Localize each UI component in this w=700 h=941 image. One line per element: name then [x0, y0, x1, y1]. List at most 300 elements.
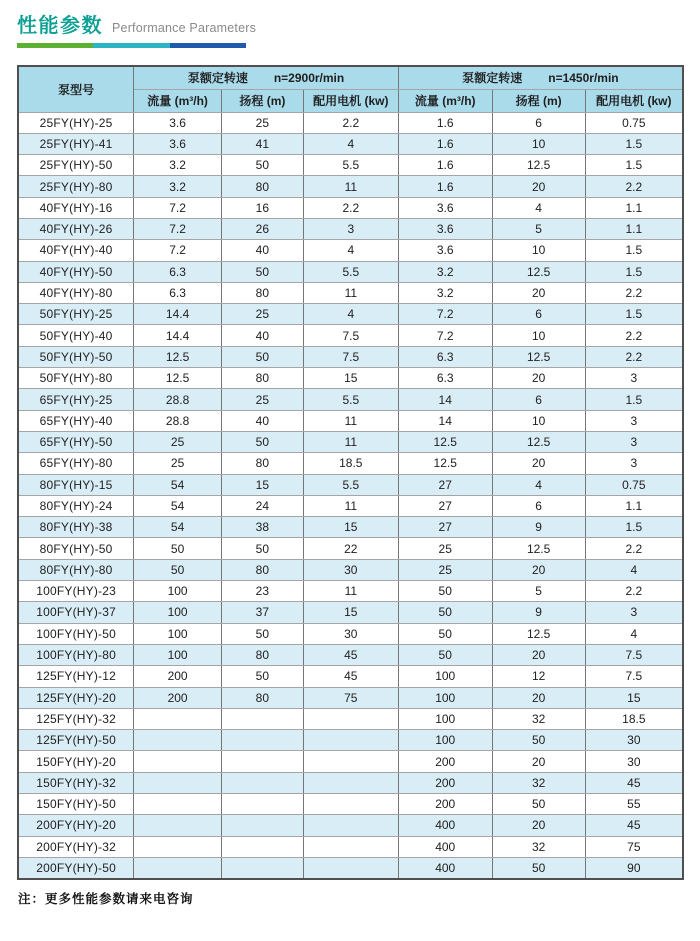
- value-cell: 4: [585, 623, 683, 644]
- value-cell: 11: [303, 495, 398, 516]
- table-row: [18, 559, 683, 580]
- table-row: [18, 836, 683, 857]
- performance-parameters-table: [17, 65, 684, 880]
- value-cell: 12.5: [492, 346, 585, 367]
- value-cell: 7.5: [585, 666, 683, 687]
- value-cell: 1.5: [585, 261, 683, 282]
- value-cell: 38: [221, 517, 303, 538]
- value-cell: 2.2: [303, 197, 398, 218]
- value-cell: 200: [134, 666, 222, 687]
- accent-bar-cyan-segment: [93, 43, 169, 48]
- value-cell: 80: [221, 453, 303, 474]
- value-cell: 32: [492, 772, 585, 793]
- value-cell: 55: [585, 794, 683, 815]
- value-cell: 20: [492, 687, 585, 708]
- value-cell: 3.2: [134, 155, 222, 176]
- pump-model-cell: 40FY(HY)-16: [18, 197, 134, 218]
- value-cell: 12.5: [492, 431, 585, 452]
- value-cell: 32: [492, 708, 585, 729]
- pump-model-cell: 200FY(HY)-50: [18, 857, 134, 878]
- pump-model-cell: 40FY(HY)-40: [18, 240, 134, 261]
- table-body: [18, 112, 683, 879]
- value-cell: 3.2: [398, 261, 492, 282]
- value-cell: [221, 772, 303, 793]
- page-title: 性能参数: [17, 15, 103, 37]
- value-cell: 80: [221, 559, 303, 580]
- value-cell: 20: [492, 453, 585, 474]
- table-row: [18, 474, 683, 495]
- value-cell: 40: [221, 240, 303, 261]
- value-cell: 7.5: [303, 325, 398, 346]
- pump-model-cell: 80FY(HY)-80: [18, 559, 134, 580]
- table-row: [18, 218, 683, 239]
- value-cell: 28.8: [134, 389, 222, 410]
- table-row: [18, 261, 683, 282]
- value-cell: 50: [492, 794, 585, 815]
- value-cell: 30: [585, 730, 683, 751]
- value-cell: 100: [134, 623, 222, 644]
- value-cell: 54: [134, 474, 222, 495]
- value-cell: 2.2: [585, 581, 683, 602]
- value-cell: 27: [398, 474, 492, 495]
- value-cell: 50: [134, 538, 222, 559]
- value-cell: 1.6: [398, 176, 492, 197]
- pump-model-cell: 150FY(HY)-20: [18, 751, 134, 772]
- value-cell: 50: [221, 155, 303, 176]
- table-row: [18, 155, 683, 176]
- page-header: [17, 14, 684, 48]
- pump-model-cell: 50FY(HY)-40: [18, 325, 134, 346]
- value-cell: [303, 836, 398, 857]
- value-cell: 23: [221, 581, 303, 602]
- value-cell: 5: [492, 218, 585, 239]
- value-cell: 11: [303, 431, 398, 452]
- value-cell: 7.2: [134, 197, 222, 218]
- value-cell: 7.5: [303, 346, 398, 367]
- table-row: [18, 176, 683, 197]
- value-cell: [303, 794, 398, 815]
- value-cell: 15: [303, 368, 398, 389]
- value-cell: 80: [221, 687, 303, 708]
- value-cell: 15: [303, 602, 398, 623]
- table-header: [18, 66, 683, 112]
- table-row: [18, 325, 683, 346]
- table-row: [18, 112, 683, 133]
- value-cell: 5: [492, 581, 585, 602]
- value-cell: 14.4: [134, 325, 222, 346]
- value-cell: [221, 857, 303, 878]
- value-cell: 20: [492, 368, 585, 389]
- value-cell: 4: [303, 304, 398, 325]
- value-cell: 12.5: [492, 538, 585, 559]
- value-cell: 14: [398, 389, 492, 410]
- value-cell: 20: [492, 559, 585, 580]
- value-cell: 6.3: [398, 346, 492, 367]
- value-cell: [221, 751, 303, 772]
- value-cell: 25: [398, 559, 492, 580]
- value-cell: 4: [492, 474, 585, 495]
- value-cell: 16: [221, 197, 303, 218]
- table-row: [18, 857, 683, 878]
- value-cell: [303, 751, 398, 772]
- value-cell: 30: [303, 623, 398, 644]
- pump-model-cell: 80FY(HY)-38: [18, 517, 134, 538]
- accent-bar: [17, 43, 246, 48]
- pump-model-cell: 80FY(HY)-50: [18, 538, 134, 559]
- page-subtitle: Performance Parameters: [112, 21, 257, 35]
- value-cell: 12: [492, 666, 585, 687]
- value-cell: [221, 815, 303, 836]
- value-cell: 100: [398, 666, 492, 687]
- value-cell: 2.2: [585, 325, 683, 346]
- value-cell: [134, 815, 222, 836]
- value-cell: 25: [221, 304, 303, 325]
- table-row: [18, 644, 683, 665]
- value-cell: 18.5: [303, 453, 398, 474]
- value-cell: 75: [303, 687, 398, 708]
- value-cell: 50: [492, 730, 585, 751]
- rated-speed-value-1450: n=1450r/min: [548, 71, 619, 86]
- pump-model-cell: 200FY(HY)-32: [18, 836, 134, 857]
- value-cell: [221, 836, 303, 857]
- value-cell: 12.5: [492, 155, 585, 176]
- value-cell: 12.5: [492, 623, 585, 644]
- value-cell: 12.5: [398, 453, 492, 474]
- value-cell: 54: [134, 517, 222, 538]
- value-cell: 80: [221, 176, 303, 197]
- value-cell: [134, 836, 222, 857]
- footer-note: 注：更多性能参数请来电咨询: [18, 891, 194, 906]
- value-cell: 20: [492, 176, 585, 197]
- value-cell: 50: [398, 623, 492, 644]
- value-cell: 25: [221, 112, 303, 133]
- value-cell: 9: [492, 602, 585, 623]
- value-cell: 12.5: [134, 368, 222, 389]
- pump-model-cell: 40FY(HY)-26: [18, 218, 134, 239]
- pump-model-cell: 80FY(HY)-24: [18, 495, 134, 516]
- value-cell: 6: [492, 304, 585, 325]
- column-header-head-1450: 扬程 (m): [492, 89, 585, 112]
- value-cell: 15: [585, 687, 683, 708]
- value-cell: 2.2: [585, 176, 683, 197]
- value-cell: 6.3: [134, 282, 222, 303]
- value-cell: 4: [492, 197, 585, 218]
- value-cell: 5.5: [303, 155, 398, 176]
- table-row: [18, 346, 683, 367]
- table-row: [18, 687, 683, 708]
- value-cell: 200: [134, 687, 222, 708]
- pump-model-cell: 200FY(HY)-20: [18, 815, 134, 836]
- value-cell: [221, 708, 303, 729]
- table-row: [18, 602, 683, 623]
- value-cell: 5.5: [303, 389, 398, 410]
- value-cell: 100: [398, 708, 492, 729]
- value-cell: 3: [303, 218, 398, 239]
- pump-model-cell: 50FY(HY)-80: [18, 368, 134, 389]
- value-cell: [134, 730, 222, 751]
- value-cell: 45: [585, 772, 683, 793]
- table-row: [18, 431, 683, 452]
- value-cell: 20: [492, 282, 585, 303]
- value-cell: 10: [492, 325, 585, 346]
- value-cell: 25: [134, 453, 222, 474]
- value-cell: 1.5: [585, 133, 683, 154]
- value-cell: 4: [585, 559, 683, 580]
- column-header-motor-1450: 配用电机 (kw): [585, 89, 683, 112]
- value-cell: 12.5: [134, 346, 222, 367]
- table-row: [18, 581, 683, 602]
- value-cell: 12.5: [398, 431, 492, 452]
- value-cell: 20: [492, 751, 585, 772]
- title-row: [17, 14, 684, 38]
- value-cell: 5.5: [303, 474, 398, 495]
- pump-model-cell: 65FY(HY)-40: [18, 410, 134, 431]
- value-cell: 10: [492, 133, 585, 154]
- value-cell: 25: [134, 431, 222, 452]
- table-row: [18, 240, 683, 261]
- value-cell: 3: [585, 453, 683, 474]
- value-cell: 3.6: [398, 240, 492, 261]
- value-cell: 50: [398, 644, 492, 665]
- group-header-row: [18, 66, 683, 89]
- value-cell: 200: [398, 794, 492, 815]
- value-cell: 50: [398, 581, 492, 602]
- value-cell: 3.2: [134, 176, 222, 197]
- value-cell: 6: [492, 495, 585, 516]
- value-cell: 6.3: [398, 368, 492, 389]
- value-cell: 12.5: [492, 261, 585, 282]
- value-cell: 50: [221, 431, 303, 452]
- column-header-pump-model: 泵型号: [18, 66, 134, 112]
- pump-model-cell: 40FY(HY)-50: [18, 261, 134, 282]
- pump-model-cell: 40FY(HY)-80: [18, 282, 134, 303]
- value-cell: 3: [585, 602, 683, 623]
- value-cell: 1.5: [585, 304, 683, 325]
- value-cell: 50: [134, 559, 222, 580]
- value-cell: [303, 772, 398, 793]
- value-cell: [303, 857, 398, 878]
- accent-bar-blue-segment: [170, 43, 246, 48]
- value-cell: 22: [303, 538, 398, 559]
- value-cell: 1.6: [398, 112, 492, 133]
- table-row: [18, 368, 683, 389]
- value-cell: 10: [492, 410, 585, 431]
- table-row: [18, 623, 683, 644]
- value-cell: 1.5: [585, 240, 683, 261]
- value-cell: 28.8: [134, 410, 222, 431]
- value-cell: 1.6: [398, 133, 492, 154]
- value-cell: 11: [303, 282, 398, 303]
- table-row: [18, 282, 683, 303]
- value-cell: 3: [585, 431, 683, 452]
- value-cell: [134, 751, 222, 772]
- value-cell: 1.1: [585, 197, 683, 218]
- pump-model-cell: 65FY(HY)-50: [18, 431, 134, 452]
- pump-model-cell: 65FY(HY)-25: [18, 389, 134, 410]
- value-cell: [221, 730, 303, 751]
- value-cell: 4: [303, 240, 398, 261]
- rated-speed-label-2900: 泵额定转速: [187, 71, 248, 86]
- pump-model-cell: 50FY(HY)-50: [18, 346, 134, 367]
- value-cell: 40: [221, 410, 303, 431]
- value-cell: 25: [398, 538, 492, 559]
- column-header-head-2900: 扬程 (m): [221, 89, 303, 112]
- pump-model-cell: 25FY(HY)-80: [18, 176, 134, 197]
- value-cell: 7.2: [134, 240, 222, 261]
- pump-model-cell: 80FY(HY)-15: [18, 474, 134, 495]
- value-cell: 50: [492, 857, 585, 878]
- accent-bar-green-segment: [17, 43, 93, 48]
- table-row: [18, 389, 683, 410]
- value-cell: 45: [585, 815, 683, 836]
- column-header-flow-1450: 流量 (m³/h): [398, 89, 492, 112]
- value-cell: [303, 708, 398, 729]
- value-cell: 3.6: [134, 112, 222, 133]
- value-cell: 400: [398, 815, 492, 836]
- pump-model-cell: 25FY(HY)-50: [18, 155, 134, 176]
- value-cell: 50: [221, 346, 303, 367]
- table-row: [18, 538, 683, 559]
- value-cell: 80: [221, 368, 303, 389]
- value-cell: 100: [134, 581, 222, 602]
- value-cell: 50: [398, 602, 492, 623]
- value-cell: 50: [221, 261, 303, 282]
- value-cell: 0.75: [585, 474, 683, 495]
- pump-model-cell: 100FY(HY)-23: [18, 581, 134, 602]
- value-cell: 32: [492, 836, 585, 857]
- value-cell: 4: [303, 133, 398, 154]
- value-cell: 11: [303, 581, 398, 602]
- value-cell: 50: [221, 666, 303, 687]
- pump-model-cell: 65FY(HY)-80: [18, 453, 134, 474]
- value-cell: 100: [134, 644, 222, 665]
- table-row: [18, 751, 683, 772]
- value-cell: 3: [585, 368, 683, 389]
- value-cell: 2.2: [585, 282, 683, 303]
- value-cell: 30: [303, 559, 398, 580]
- value-cell: 1.5: [585, 517, 683, 538]
- value-cell: 14: [398, 410, 492, 431]
- value-cell: [303, 815, 398, 836]
- pump-model-cell: 150FY(HY)-50: [18, 794, 134, 815]
- table-row: [18, 708, 683, 729]
- value-cell: 14.4: [134, 304, 222, 325]
- value-cell: 27: [398, 495, 492, 516]
- value-cell: 11: [303, 176, 398, 197]
- value-cell: [134, 857, 222, 878]
- value-cell: 3.2: [398, 282, 492, 303]
- table-row: [18, 794, 683, 815]
- table-row: [18, 133, 683, 154]
- value-cell: 80: [221, 644, 303, 665]
- value-cell: 6.3: [134, 261, 222, 282]
- value-cell: 3.6: [134, 133, 222, 154]
- pump-model-cell: 125FY(HY)-32: [18, 708, 134, 729]
- value-cell: 24: [221, 495, 303, 516]
- value-cell: 11: [303, 410, 398, 431]
- value-cell: 2.2: [585, 538, 683, 559]
- value-cell: 7.2: [398, 325, 492, 346]
- value-cell: 1.1: [585, 495, 683, 516]
- value-cell: [134, 772, 222, 793]
- value-cell: 26: [221, 218, 303, 239]
- value-cell: 3.6: [398, 218, 492, 239]
- value-cell: 25: [221, 389, 303, 410]
- value-cell: 9: [492, 517, 585, 538]
- value-cell: 200: [398, 772, 492, 793]
- pump-model-cell: 100FY(HY)-50: [18, 623, 134, 644]
- table-row: [18, 772, 683, 793]
- value-cell: 45: [303, 666, 398, 687]
- value-cell: 15: [221, 474, 303, 495]
- table-row: [18, 197, 683, 218]
- pump-model-cell: 25FY(HY)-41: [18, 133, 134, 154]
- value-cell: 200: [398, 751, 492, 772]
- column-header-flow-2900: 流量 (m³/h): [134, 89, 222, 112]
- pump-model-cell: 50FY(HY)-25: [18, 304, 134, 325]
- pump-model-cell: 150FY(HY)-32: [18, 772, 134, 793]
- value-cell: 100: [398, 730, 492, 751]
- value-cell: 54: [134, 495, 222, 516]
- table-row: [18, 453, 683, 474]
- value-cell: 18.5: [585, 708, 683, 729]
- value-cell: 5.5: [303, 261, 398, 282]
- rated-speed-label-1450: 泵额定转速: [462, 71, 523, 86]
- table-row: [18, 730, 683, 751]
- table-row: [18, 815, 683, 836]
- column-group-header-2900: [134, 66, 399, 89]
- value-cell: 1.1: [585, 218, 683, 239]
- value-cell: 3.6: [398, 197, 492, 218]
- pump-model-cell: 100FY(HY)-37: [18, 602, 134, 623]
- value-cell: 100: [134, 602, 222, 623]
- value-cell: 7.2: [134, 218, 222, 239]
- value-cell: 50: [221, 538, 303, 559]
- value-cell: 50: [221, 623, 303, 644]
- value-cell: 45: [303, 644, 398, 665]
- pump-model-cell: 25FY(HY)-25: [18, 112, 134, 133]
- column-group-header-1450: [398, 66, 683, 89]
- table-row: [18, 666, 683, 687]
- value-cell: 400: [398, 857, 492, 878]
- value-cell: 3: [585, 410, 683, 431]
- value-cell: [221, 794, 303, 815]
- value-cell: 7.2: [398, 304, 492, 325]
- value-cell: 400: [398, 836, 492, 857]
- value-cell: 100: [398, 687, 492, 708]
- value-cell: 2.2: [585, 346, 683, 367]
- pump-model-cell: 125FY(HY)-50: [18, 730, 134, 751]
- value-cell: 10: [492, 240, 585, 261]
- column-header-motor-2900: 配用电机 (kw): [303, 89, 398, 112]
- value-cell: 20: [492, 644, 585, 665]
- table-row: [18, 304, 683, 325]
- value-cell: 7.5: [585, 644, 683, 665]
- value-cell: 1.5: [585, 389, 683, 410]
- value-cell: 90: [585, 857, 683, 878]
- table-row: [18, 495, 683, 516]
- value-cell: 27: [398, 517, 492, 538]
- value-cell: 1.6: [398, 155, 492, 176]
- table-row: [18, 517, 683, 538]
- value-cell: 0.75: [585, 112, 683, 133]
- value-cell: [134, 794, 222, 815]
- value-cell: 75: [585, 836, 683, 857]
- value-cell: 6: [492, 389, 585, 410]
- value-cell: 41: [221, 133, 303, 154]
- value-cell: 37: [221, 602, 303, 623]
- value-cell: [134, 708, 222, 729]
